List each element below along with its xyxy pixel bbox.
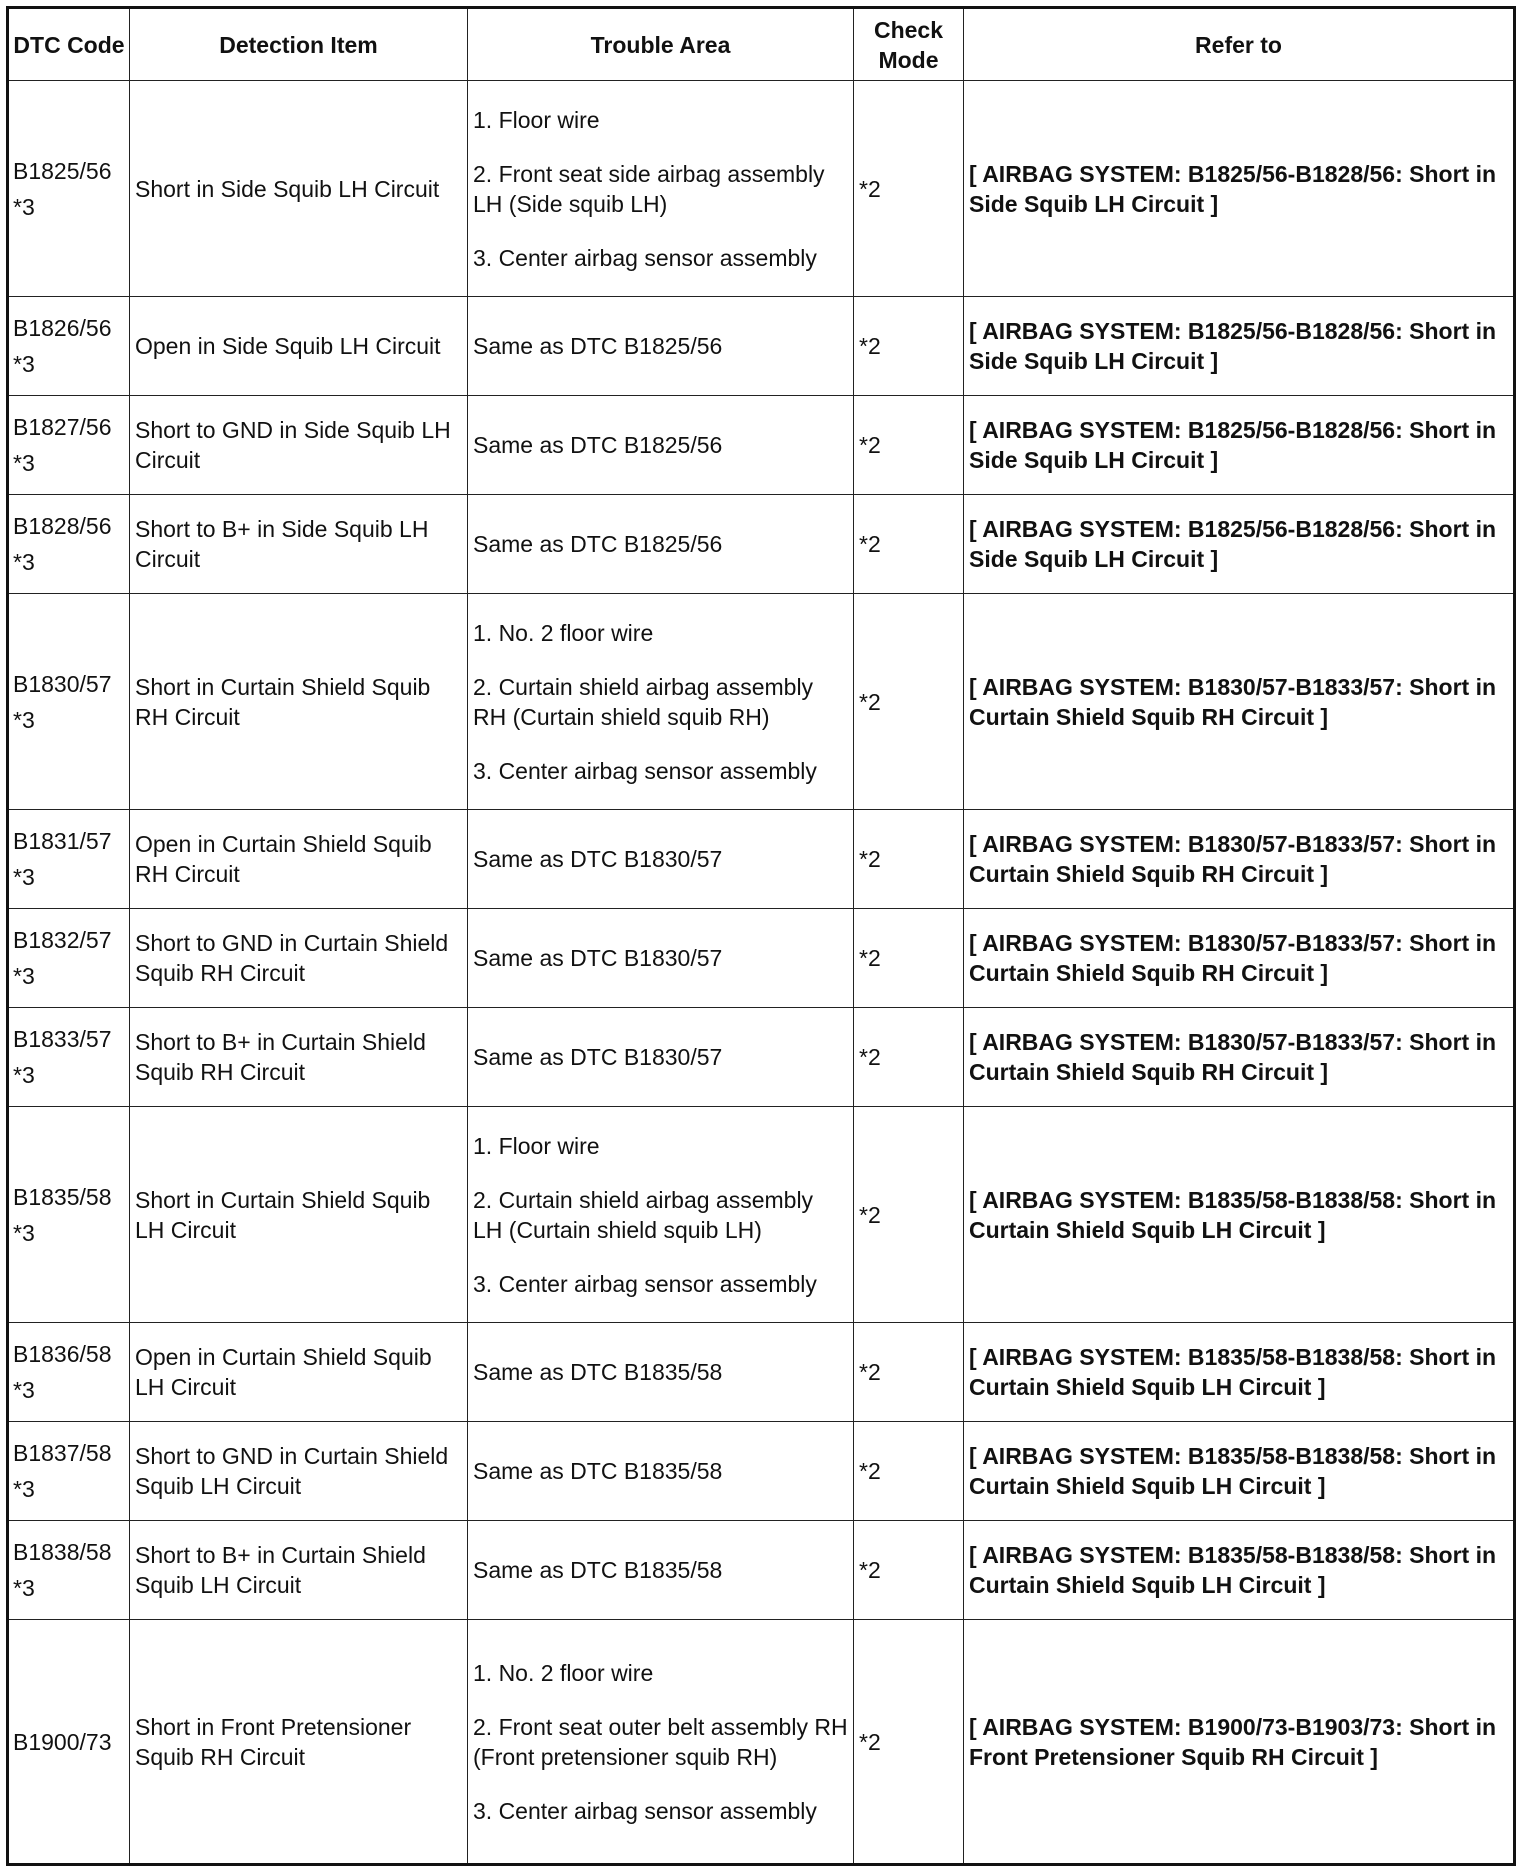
dtc-note: *3 (13, 1377, 35, 1403)
dtc-code: B1830/57 (13, 670, 112, 697)
detection-item-cell: Short to B+ in Curtain Shield Squib LH Circuit (130, 1521, 468, 1620)
trouble-area-item: 1. Floor wire (473, 106, 600, 133)
table-row (8, 810, 1515, 909)
trouble-area-cell (468, 1107, 854, 1323)
detection-item-cell: Open in Side Squib LH Circuit (130, 297, 468, 396)
check-mode-cell: *2 (854, 909, 964, 1008)
trouble-area-item: Same as DTC B1835/58 (473, 1458, 723, 1484)
dtc-code-cell (8, 594, 130, 810)
detection-item-cell: Short to B+ in Curtain Shield Squib RH Circuit (130, 1008, 468, 1107)
trouble-area-item: 1. No. 2 floor wire (473, 1659, 654, 1686)
check-mode-cell: *2 (854, 810, 964, 909)
dtc-note: *3 (13, 1062, 35, 1088)
trouble-area-item: 2. Curtain shield airbag assembly LH (Curtain shield squib LH) (473, 1186, 814, 1243)
dtc-note: *3 (13, 1219, 35, 1246)
header-trouble-area: Trouble Area (468, 8, 854, 81)
trouble-area-item: 2. Front seat side airbag assembly LH (Side squib LH) (473, 160, 825, 217)
trouble-area-item: 3. Center airbag sensor assembly (473, 757, 817, 784)
dtc-code-cell (8, 1008, 130, 1107)
dtc-code-cell (8, 1422, 130, 1521)
detection-item-cell: Short in Front Pretensioner Squib RH Circuit (130, 1620, 468, 1865)
refer-to-link[interactable]: [ AIRBAG SYSTEM: B1825/56-B1828/56: Short in Side Squib LH Circuit ] (964, 81, 1515, 297)
check-mode-cell: *2 (854, 1107, 964, 1323)
dtc-code: B1900/73 (13, 1728, 112, 1755)
trouble-area-cell (468, 594, 854, 810)
dtc-code-cell (8, 396, 130, 495)
dtc-code: B1836/58 (13, 1341, 112, 1367)
dtc-note: *3 (13, 963, 35, 989)
table-row (8, 396, 1515, 495)
dtc-code-cell (8, 1107, 130, 1323)
check-mode-cell: *2 (854, 1521, 964, 1620)
refer-to-link[interactable]: [ AIRBAG SYSTEM: B1835/58-B1838/58: Short in Curtain Shield Squib LH Circuit ] (964, 1107, 1515, 1323)
detection-item-cell: Short to GND in Curtain Shield Squib RH Circuit (130, 909, 468, 1008)
trouble-area-item: 1. Floor wire (473, 1132, 600, 1159)
dtc-code-cell (8, 297, 130, 396)
table-row (8, 297, 1515, 396)
detection-item-cell: Short to B+ in Side Squib LH Circuit (130, 495, 468, 594)
trouble-area-cell (468, 1521, 854, 1620)
detection-item-cell: Open in Curtain Shield Squib RH Circuit (130, 810, 468, 909)
refer-to-link[interactable]: [ AIRBAG SYSTEM: B1825/56-B1828/56: Short in Side Squib LH Circuit ] (964, 297, 1515, 396)
check-mode-cell: *2 (854, 1422, 964, 1521)
refer-to-link[interactable]: [ AIRBAG SYSTEM: B1825/56-B1828/56: Short in Side Squib LH Circuit ] (964, 396, 1515, 495)
dtc-code-cell (8, 1521, 130, 1620)
dtc-code-cell (8, 810, 130, 909)
trouble-area-item: 3. Center airbag sensor assembly (473, 244, 817, 271)
header-row (8, 8, 1515, 81)
trouble-area-item: Same as DTC B1830/57 (473, 1044, 723, 1070)
trouble-area-item: 3. Center airbag sensor assembly (473, 1797, 817, 1824)
trouble-area-item: 2. Curtain shield airbag assembly RH (Curtain shield squib RH) (473, 673, 814, 730)
dtc-code: B1838/58 (13, 1539, 112, 1565)
check-mode-cell: *2 (854, 495, 964, 594)
header-check-mode: Check Mode (854, 8, 964, 81)
table-row (8, 594, 1515, 810)
dtc-note: *3 (13, 549, 35, 575)
trouble-area-item: 1. No. 2 floor wire (473, 619, 654, 646)
header-dtc-code: DTC Code (8, 8, 130, 81)
dtc-code-cell (8, 1323, 130, 1422)
dtc-note: *3 (13, 351, 35, 377)
dtc-code: B1827/56 (13, 414, 112, 440)
trouble-area-cell (468, 1323, 854, 1422)
table-row (8, 1323, 1515, 1422)
trouble-area-cell (468, 1620, 854, 1865)
dtc-table (6, 6, 1516, 1866)
trouble-area-item: Same as DTC B1830/57 (473, 846, 723, 872)
trouble-area-cell (468, 810, 854, 909)
refer-to-link[interactable]: [ AIRBAG SYSTEM: B1835/58-B1838/58: Short in Curtain Shield Squib LH Circuit ] (964, 1422, 1515, 1521)
check-mode-cell: *2 (854, 81, 964, 297)
trouble-area-cell (468, 396, 854, 495)
detection-item-cell: Short to GND in Side Squib LH Circuit (130, 396, 468, 495)
dtc-code: B1837/58 (13, 1440, 112, 1466)
refer-to-link[interactable]: [ AIRBAG SYSTEM: B1830/57-B1833/57: Short in Curtain Shield Squib RH Circuit ] (964, 909, 1515, 1008)
trouble-area-item: Same as DTC B1835/58 (473, 1557, 723, 1583)
table-row (8, 1107, 1515, 1323)
refer-to-link[interactable]: [ AIRBAG SYSTEM: B1830/57-B1833/57: Short in Curtain Shield Squib RH Circuit ] (964, 810, 1515, 909)
dtc-code: B1825/56 (13, 157, 112, 184)
check-mode-cell: *2 (854, 1323, 964, 1422)
detection-item-cell: Short to GND in Curtain Shield Squib LH Circuit (130, 1422, 468, 1521)
dtc-code: B1833/57 (13, 1026, 112, 1052)
refer-to-link[interactable]: [ AIRBAG SYSTEM: B1830/57-B1833/57: Short in Curtain Shield Squib RH Circuit ] (964, 1008, 1515, 1107)
refer-to-link[interactable]: [ AIRBAG SYSTEM: B1825/56-B1828/56: Short in Side Squib LH Circuit ] (964, 495, 1515, 594)
refer-to-link[interactable]: [ AIRBAG SYSTEM: B1830/57-B1833/57: Short in Curtain Shield Squib RH Circuit ] (964, 594, 1515, 810)
table-row (8, 81, 1515, 297)
trouble-area-cell (468, 1422, 854, 1521)
table-row (8, 1620, 1515, 1865)
dtc-code: B1835/58 (13, 1183, 112, 1210)
dtc-note: *3 (13, 450, 35, 476)
trouble-area-item: Same as DTC B1825/56 (473, 333, 723, 359)
header-refer-to: Refer to (964, 8, 1515, 81)
detection-item-cell: Short in Side Squib LH Circuit (130, 81, 468, 297)
dtc-code-cell (8, 909, 130, 1008)
refer-to-link[interactable]: [ AIRBAG SYSTEM: B1900/73-B1903/73: Short in Front Pretensioner Squib RH Circuit ] (964, 1620, 1515, 1865)
refer-to-link[interactable]: [ AIRBAG SYSTEM: B1835/58-B1838/58: Short in Curtain Shield Squib LH Circuit ] (964, 1323, 1515, 1422)
detection-item-cell: Open in Curtain Shield Squib LH Circuit (130, 1323, 468, 1422)
detection-item-cell: Short in Curtain Shield Squib LH Circuit (130, 1107, 468, 1323)
dtc-note: *3 (13, 864, 35, 890)
refer-to-link[interactable]: [ AIRBAG SYSTEM: B1835/58-B1838/58: Short in Curtain Shield Squib LH Circuit ] (964, 1521, 1515, 1620)
dtc-note: *3 (13, 706, 35, 733)
trouble-area-item: 2. Front seat outer belt assembly RH (Front pretensioner squib RH) (473, 1713, 848, 1770)
trouble-area-cell (468, 909, 854, 1008)
table-row (8, 1521, 1515, 1620)
dtc-code-cell (8, 495, 130, 594)
check-mode-cell: *2 (854, 1008, 964, 1107)
trouble-area-cell (468, 495, 854, 594)
check-mode-cell: *2 (854, 594, 964, 810)
trouble-area-cell (468, 1008, 854, 1107)
trouble-area-item: Same as DTC B1835/58 (473, 1359, 723, 1385)
trouble-area-item: Same as DTC B1830/57 (473, 945, 723, 971)
dtc-code: B1831/57 (13, 828, 112, 854)
table-row (8, 495, 1515, 594)
check-mode-cell: *2 (854, 396, 964, 495)
dtc-code-cell (8, 1620, 130, 1865)
check-mode-cell: *2 (854, 1620, 964, 1865)
table-row (8, 1422, 1515, 1521)
table-body (8, 81, 1515, 1865)
trouble-area-item: Same as DTC B1825/56 (473, 531, 723, 557)
dtc-code: B1832/57 (13, 927, 112, 953)
dtc-code: B1828/56 (13, 513, 112, 539)
trouble-area-item: Same as DTC B1825/56 (473, 432, 723, 458)
dtc-code: B1826/56 (13, 315, 112, 341)
table-row (8, 909, 1515, 1008)
trouble-area-cell (468, 81, 854, 297)
trouble-area-cell (468, 297, 854, 396)
dtc-code-cell (8, 81, 130, 297)
dtc-note: *3 (13, 1476, 35, 1502)
header-detection-item: Detection Item (130, 8, 468, 81)
dtc-note: *3 (13, 193, 35, 220)
trouble-area-item: 3. Center airbag sensor assembly (473, 1270, 817, 1297)
dtc-note: *3 (13, 1575, 35, 1601)
detection-item-cell: Short in Curtain Shield Squib RH Circuit (130, 594, 468, 810)
check-mode-cell: *2 (854, 297, 964, 396)
table-row (8, 1008, 1515, 1107)
